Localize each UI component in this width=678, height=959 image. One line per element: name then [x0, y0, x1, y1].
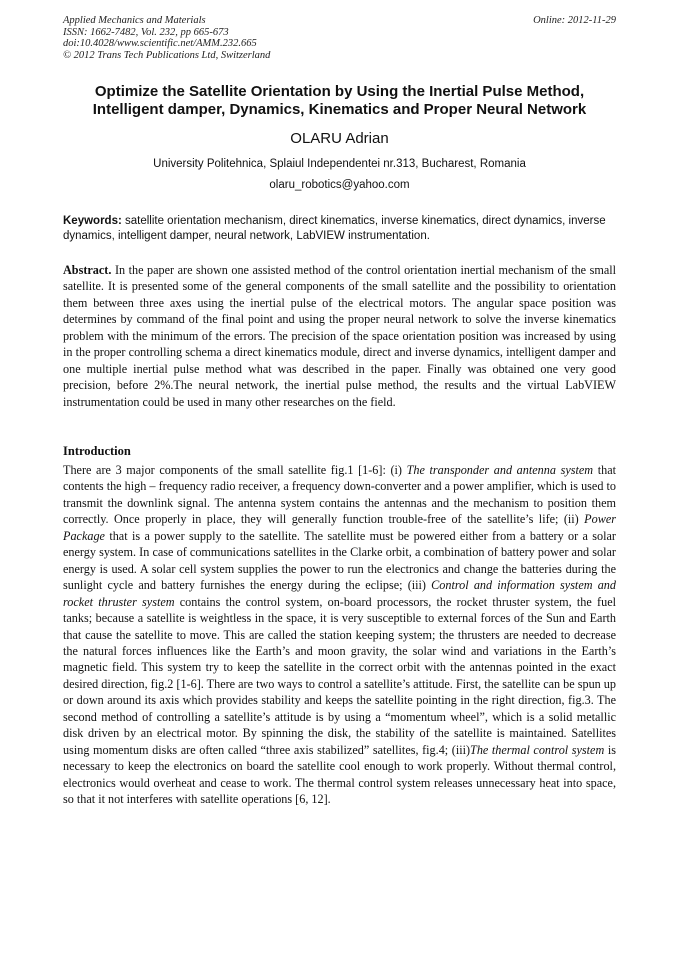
- intro-italic-2: Power Package: [63, 512, 616, 543]
- intro-italic-3: Control and information system and rocket thruster system: [63, 578, 616, 609]
- intro-italic-4: The thermal control system: [470, 742, 605, 757]
- abstract-block: [63, 262, 616, 410]
- author-affiliation: University Politehnica, Splaiul Independentei nr.313, Bucharest, Romania: [153, 158, 526, 170]
- intro-italic-1: The transponder and antenna system: [406, 463, 594, 477]
- keywords-label: Keywords:: [63, 215, 122, 227]
- issn-line: ISSN: 1662-7482, Vol. 232, pp 665-673: [63, 26, 229, 38]
- keywords-text: satellite orientation mechanism, direct kinematics, inverse kinematics, direct dynamics, inverse dynamics, intelligent damper, neural network, LabVIEW instrumentation.: [63, 215, 606, 242]
- author-name: OLARU Adrian: [290, 130, 389, 147]
- copyright-line: © 2012 Trans Tech Publications Ltd, Switzerland: [63, 49, 271, 61]
- journal-name: Applied Mechanics and Materials: [63, 15, 206, 26]
- intro-text-1: There are 3 major components of the small satellite fig.1 [1-6]: (i): [63, 463, 407, 477]
- section-heading-introduction: Introduction: [63, 444, 131, 458]
- abstract-label: Abstract.: [63, 263, 112, 277]
- intro-text-2: that contents the high – frequency radio receiver, a frequency down-converter and a power amplifier, which is used to transmit the downlink signal. The antenna system contains the antennas and the mechanism to position them correctly. Once properly in place, they will generally function trouble-free of the satellite’s life; (ii): [63, 463, 616, 527]
- keywords-block: [63, 214, 616, 243]
- abstract-text: In the paper are shown one assisted method of the control orientation inertial mechanism of the small satellite. It is presented some of the general components of the small satellite and the possibility to orientation them between three axes using the inertial pulse of the electrical motors. The angular space position was determines by command of the final point and using the proper neural network to solve the inverse kinematics problem with the minimum of the errors. The precision of the space orientation position was increased by using in the proper controlling schema a direct kinematics module, direct and inverse dynamics, intelligent damper and one multiple inertial pulse method what was described in the paper. Finally was obtained one very good precision, before 2%.The neural network, the inertial pulse method, the results and the virtual LabVIEW instrumentation could be used in many other researches on the field.: [63, 263, 617, 409]
- intro-text-3: that is a power supply to the satellite. The satellite must be powered either from a battery or a solar energy system. In case of communications satellites in the Clarke orbit, a combination of battery power and solar energy is used. A solar cell system supplies the power to run the electronics and change the batteries during the sunlight cycle and battery furnishes the energy during the eclipse; (iii): [63, 528, 616, 593]
- intro-text-4: contains the control system, on-board processors, the rocket thruster system, the fuel tanks; because a satellite is weightless in the space, it is very susceptible to external forces of the Sun and Earth that cause the satellite to move. This are called the station keeping system; the thrusters are needed to decrease the natural forces influences like the Earth’s and moon gravity, the solar wind and variations in the Earth’s magnetic field. This system try to keep the satellite in the correct orbit with the antennas pointed in the exact desired direction, fig.2 [1-6]. There are two ways to control a satellite’s attitude. First, the satellite can be spun up or down around its axis which provides stability and keeps the satellite pointing in the right direction, fig.3. The second method of controlling a satellite’s attitude is by using a “momentum wheel”, which is a solid metallic disk driven by an electrical motor. By spinning the disk, the stability of the satellite is maintained. Satellites using momentum disks are often called “three axis stabilized” satellites, fig.4; (iii): [63, 594, 616, 757]
- introduction-paragraph: [63, 462, 616, 808]
- journal-header: [63, 15, 616, 61]
- doi-line: doi:10.4028/www.scientific.net/AMM.232.665: [63, 38, 257, 49]
- intro-text-5: is necessary to keep the electronics on board the satellite cool enough to work properly. Without thermal control, electronics would overheat and cease to work. The thermal control system releases unnecessary heat into space, so that it not interferes with satellite operations [6, 12].: [63, 742, 616, 807]
- paper-title: Optimize the Satellite Orientation by Using the Inertial Pulse Method, Intelligent damper, Dynamics, Kinematics and Proper Neural Network: [92, 83, 587, 118]
- online-date: Online: 2012-11-29: [533, 15, 616, 26]
- author-email: olaru_robotics@yahoo.com: [269, 179, 410, 191]
